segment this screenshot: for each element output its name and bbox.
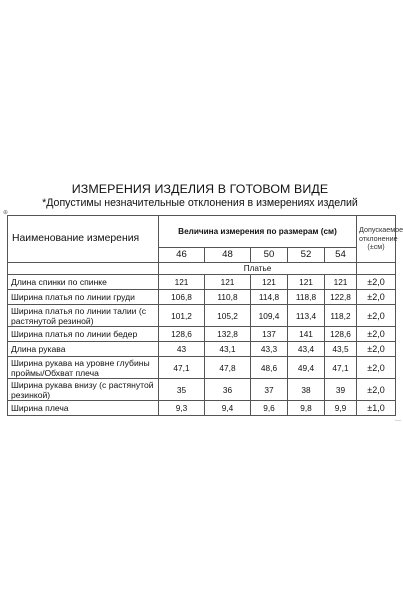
tolerance-value: ±2,0 <box>357 275 396 290</box>
measurement-value: 128,6 <box>159 327 205 342</box>
table-row <box>8 401 396 416</box>
measurement-value: 113,4 <box>288 305 325 327</box>
page-title: ИЗМЕРЕНИЯ ИЗДЕЛИЯ В ГОТОВОМ ВИДЕ <box>71 182 329 196</box>
tolerance-value: ±1,0 <box>357 401 396 416</box>
measurement-value: 43,3 <box>251 342 288 357</box>
measurement-value: 121 <box>325 275 357 290</box>
measurement-name: Ширина рукава внизу (с растянутой резинкой) <box>8 379 159 401</box>
measurement-value: 49,4 <box>288 357 325 379</box>
measurement-value: 37 <box>251 379 288 401</box>
measurement-value: 9,9 <box>325 401 357 416</box>
tolerance-value: ±2,0 <box>357 290 396 305</box>
measurement-value: 39 <box>325 379 357 401</box>
tolerance-value: ±2,0 <box>357 305 396 327</box>
measurements-table <box>7 215 403 416</box>
measurement-value: 118,8 <box>288 290 325 305</box>
measurement-value: 137 <box>251 327 288 342</box>
measurement-name: Ширина платья по линии бедер <box>8 327 159 342</box>
group-spacer <box>357 263 396 275</box>
measurement-value: 121 <box>251 275 288 290</box>
measurement-value: 105,2 <box>205 305 251 327</box>
measurement-name: Длина рукава <box>8 342 159 357</box>
tolerance-value: ±2,0 <box>357 327 396 342</box>
measurement-value: 121 <box>205 275 251 290</box>
size-header: 48 <box>205 248 251 263</box>
measurement-value: 9,4 <box>205 401 251 416</box>
measurement-value: 9,6 <box>251 401 288 416</box>
table-row <box>8 342 396 357</box>
table-row <box>8 379 396 401</box>
tolerance-value: ±2,0 <box>357 342 396 357</box>
measurement-value: 122,8 <box>325 290 357 305</box>
group-spacer <box>8 263 159 275</box>
table-row <box>8 327 396 342</box>
column-header-name: Наименование измерения <box>8 216 159 263</box>
measurement-value: 118,2 <box>325 305 357 327</box>
tolerance-value: ±2,0 <box>357 379 396 401</box>
measurement-value: 47,1 <box>159 357 205 379</box>
measurement-value: 114,8 <box>251 290 288 305</box>
measurement-value: 43,1 <box>205 342 251 357</box>
group-label: Платье <box>159 263 357 275</box>
measurement-value: 110,8 <box>205 290 251 305</box>
measurement-value: 9,3 <box>159 401 205 416</box>
measurement-value: 141 <box>288 327 325 342</box>
measurement-value: 121 <box>288 275 325 290</box>
measurement-value: 128,6 <box>325 327 357 342</box>
table-row <box>8 290 396 305</box>
column-header-tolerance: Допускаемое отклонение (±см) <box>357 216 396 263</box>
measurement-value: 43 <box>159 342 205 357</box>
table-handle-icon: ⊕ <box>3 210 9 216</box>
table-row <box>8 357 396 379</box>
measurement-name: Ширина рукава на уровне глубины проймы/Обхват плеча <box>8 357 159 379</box>
measurement-name: Ширина платья по линии груди <box>8 290 159 305</box>
measurement-value: 121 <box>159 275 205 290</box>
size-header: 52 <box>288 248 325 263</box>
measurement-value: 101,2 <box>159 305 205 327</box>
measurement-value: 47,8 <box>205 357 251 379</box>
size-header: 54 <box>325 248 357 263</box>
size-header: 46 <box>159 248 205 263</box>
measurement-value: 9,8 <box>288 401 325 416</box>
edge-mark: — <box>395 418 401 424</box>
measurement-value: 47,1 <box>325 357 357 379</box>
table-row <box>8 305 396 327</box>
size-header: 50 <box>251 248 288 263</box>
measurement-name: Ширина платья по линии талии (с растянутой резиной) <box>8 305 159 327</box>
measurement-name: Ширина плеча <box>8 401 159 416</box>
measurement-value: 43,4 <box>288 342 325 357</box>
measurement-value: 36 <box>205 379 251 401</box>
measurement-value: 106,8 <box>159 290 205 305</box>
measurement-name: Длина спинки по спинке <box>8 275 159 290</box>
table-row <box>8 275 396 290</box>
tolerance-value: ±2,0 <box>357 357 396 379</box>
measurement-value: 48,6 <box>251 357 288 379</box>
measurement-value: 109,4 <box>251 305 288 327</box>
measurement-value: 35 <box>159 379 205 401</box>
page-subtitle: *Допустимы незначительные отклонения в измерениях изделий <box>42 197 358 209</box>
measurement-value: 43,5 <box>325 342 357 357</box>
measurement-value: 38 <box>288 379 325 401</box>
measurement-value: 132,8 <box>205 327 251 342</box>
column-header-sizes: Величина измерения по размерам (см) <box>159 216 357 248</box>
